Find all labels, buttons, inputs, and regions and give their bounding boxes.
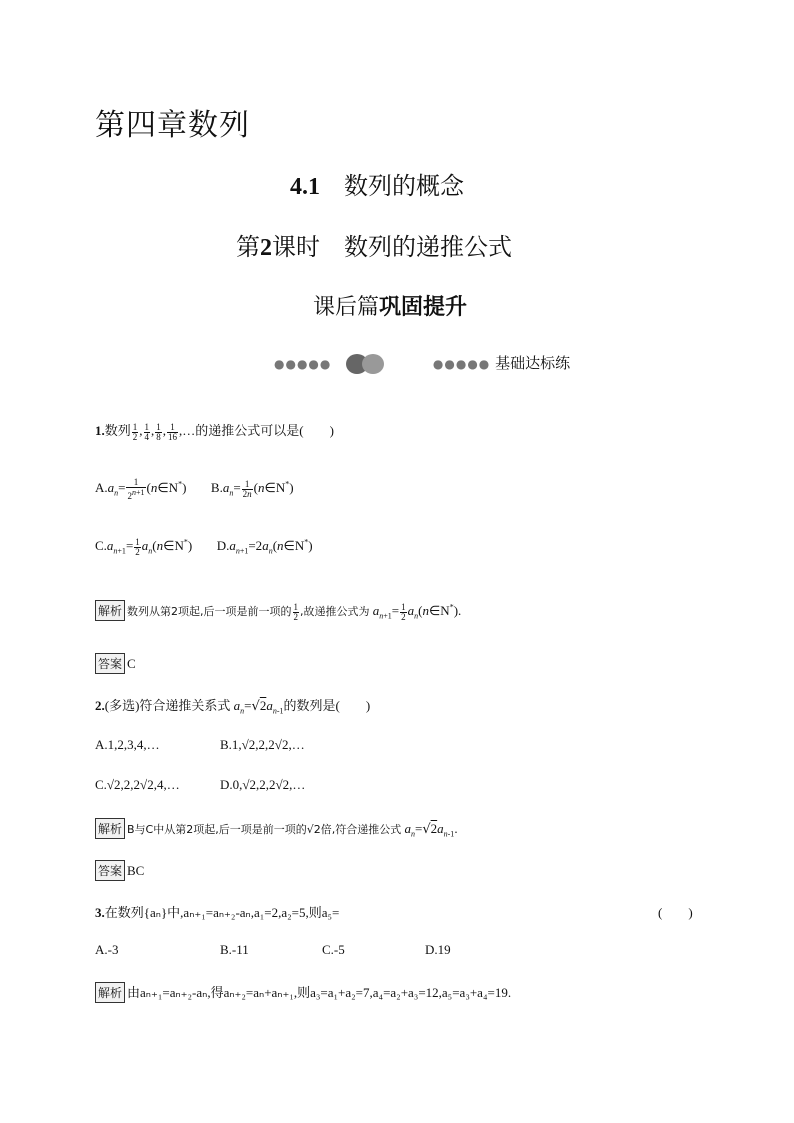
lesson-prefix: 第 xyxy=(236,233,260,261)
q1-frac-4: $\frac{1}{16}$ xyxy=(168,421,178,442)
q1-analysis: 解析 数列从第2项起,后一项是前一项的 $\frac{1}{2}$ ,故递推公式为 $a_{n+1}=$ $\frac{1}{2}$ $a_n(n\in N^*)$. xyxy=(95,600,461,622)
q1-answer xyxy=(95,653,136,674)
q1-options-ab xyxy=(95,478,294,501)
answer-tag: 答案 xyxy=(95,860,125,881)
q1-stem: 1.数列 $\frac{1}{2}$ , $\frac{1}{4}$ , $\frac{1}{8}$ , $\frac{1}{16}$ ,…的递推公式可以是( ) xyxy=(95,421,334,442)
q1-options-cd xyxy=(95,538,313,557)
q1-answer-value: C xyxy=(127,656,136,671)
q1-number: 1. xyxy=(95,423,105,438)
section-number: 4.1 xyxy=(290,174,320,200)
subtitle-plain: 课后篇 xyxy=(313,295,380,320)
q1-analysis-tail: ,故递推公式为 xyxy=(300,605,370,618)
section-title: 数列的概念 xyxy=(344,172,464,200)
lesson-title: 数列的递推公式 xyxy=(344,233,512,261)
answer-tag: 答案 xyxy=(95,653,125,674)
q2-analysis: 解析 B与C中从第2项起,后一项是前一项的√2倍,符合递推公式 $a_n=√2a_{n-1}$. xyxy=(95,818,458,839)
q2-analysis-text: B与C中从第2项起,后一项是前一项的√2倍,符合递推公式 xyxy=(127,823,402,836)
q2-answer xyxy=(95,860,144,881)
q3-paren: ( ) xyxy=(658,905,693,920)
analysis-tag: 解析 xyxy=(95,982,125,1003)
q3-option-c[interactable]: C.-5 xyxy=(322,942,345,957)
q1-option-b[interactable]: $B.a_n=$ $\frac{1}{2n}$ (n∈N*) xyxy=(210,479,294,499)
q3-stem xyxy=(95,902,339,921)
q2-text: (多选)符合递推关系式 xyxy=(104,698,231,713)
divider-dots-right: ●●●●● xyxy=(432,357,491,371)
q1-frac-2: $\frac{1}{4}$ xyxy=(144,421,150,442)
q2-tail: 的数列是( ) xyxy=(283,698,371,713)
q1-text: 数列 xyxy=(104,423,131,438)
q3-option-a[interactable]: A.-3 xyxy=(95,942,119,957)
q2-option-d[interactable]: D.0,√2,2,2√2,… xyxy=(220,777,306,792)
section-divider xyxy=(274,352,570,376)
q1-frac-1: $\frac{1}{2}$ xyxy=(132,421,138,442)
q2-answer-value: BC xyxy=(127,863,145,878)
analysis-tag: 解析 xyxy=(95,818,125,839)
circles-icon xyxy=(342,352,388,376)
q1-analysis-text: 数列从第2项起,后一项是前一项的 xyxy=(127,605,292,618)
q1-tail: ,…的递推公式可以是( ) xyxy=(179,423,334,438)
q3-option-d[interactable]: D.19 xyxy=(425,942,451,957)
section-heading xyxy=(290,166,464,201)
lesson-suffix: 课时 xyxy=(272,233,320,261)
subtitle-bold: 巩固提升 xyxy=(379,295,468,320)
q2-option-b[interactable]: B.1,√2,2,2√2,… xyxy=(220,737,305,752)
lesson-heading xyxy=(236,227,512,262)
analysis-tag: 解析 xyxy=(95,600,125,621)
q1-option-d[interactable]: $D.a_{n+1}=2a_n(n\in N^*)$ xyxy=(216,538,313,557)
q3-number: 3. xyxy=(95,905,105,920)
q3-analysis-text: 由aₙ₊₁=aₙ₊₂-aₙ,得aₙ₊₂=aₙ+aₙ₊₁,则a₃=a₁+a₂=7,a₄=a₂+a₃=12,a₅=a₃+a₄=19. xyxy=(127,985,512,1000)
q2-stem: 2.(多选)符合递推关系式 $a_n=√2a_{n-1}$的数列是( ) xyxy=(95,698,371,716)
q1-frac-3: $\frac{1}{8}$ xyxy=(156,421,161,442)
q3-text: 在数列{aₙ}中,aₙ₊₁=aₙ₊₂-aₙ,a₁=2,a₂=5,则a₅= xyxy=(104,905,340,920)
chapter-title: 第四章数列 xyxy=(95,108,250,143)
q2-option-a[interactable]: A.1,2,3,4,… xyxy=(95,737,160,752)
divider-dots-left: ●●●●● xyxy=(274,357,332,371)
q1-option-a[interactable]: $A.a_n=$ $\frac{1}{2^{n+1}}$ (n∈N*) xyxy=(95,477,187,501)
subtitle xyxy=(313,290,467,321)
q2-option-c[interactable]: C.√2,2,2√2,4,… xyxy=(95,777,180,792)
q1-option-c[interactable]: $C.a_{n+1}=$ $\frac{1}{2}$ $a_n(n\in N^*)$ xyxy=(95,537,193,557)
lesson-number: 2 xyxy=(260,235,272,261)
q3-analysis xyxy=(95,982,511,1003)
q2-number: 2. xyxy=(95,698,105,713)
divider-label: 基础达标练 xyxy=(495,354,571,372)
q3-option-b[interactable]: B.-11 xyxy=(220,942,249,957)
